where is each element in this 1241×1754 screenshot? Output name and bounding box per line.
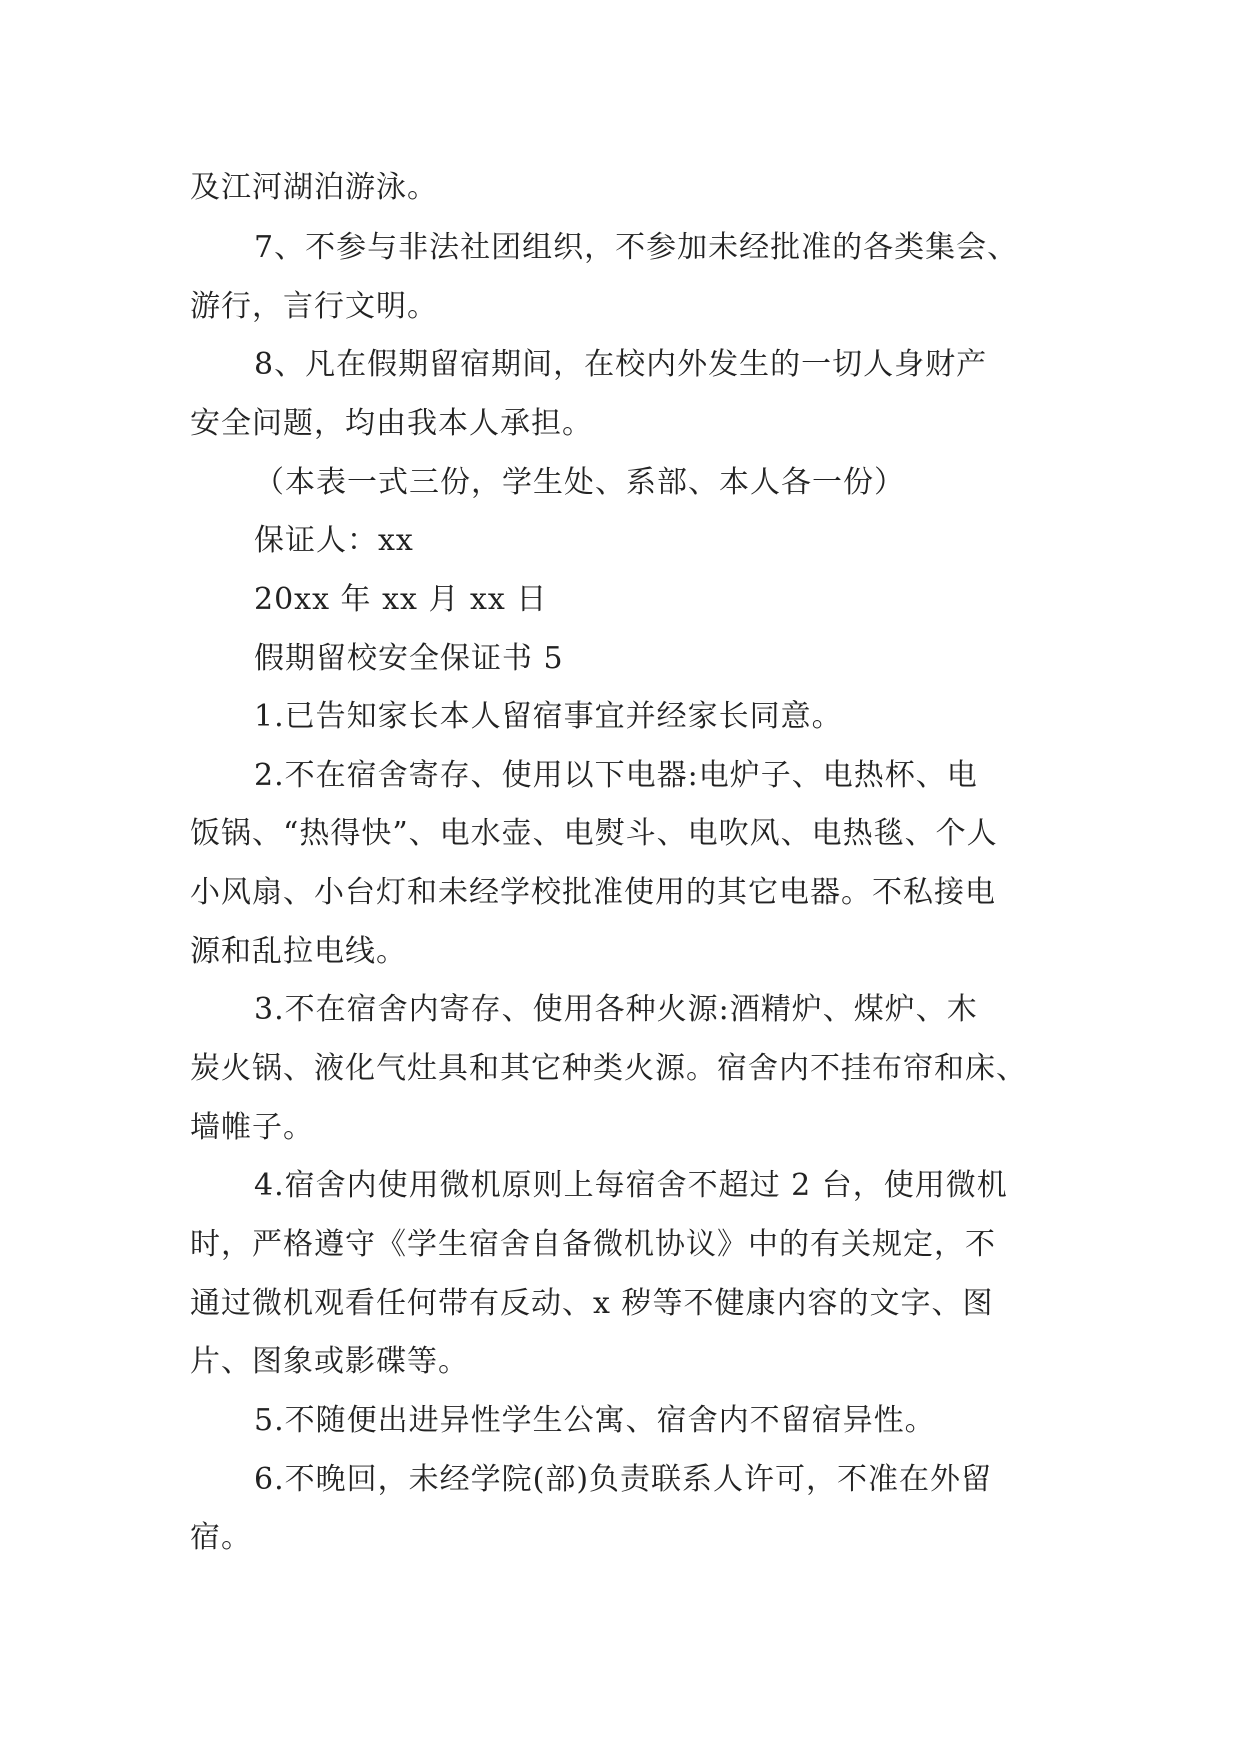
clause-8: 8、凡在假期留宿期间，在校内外发生的一切人身财产 bbox=[254, 347, 988, 382]
clause-5: 5.不随便出进异性学生公寓、宿舍内不留宿异性。 bbox=[254, 1403, 936, 1438]
text-line: 片、图象或影碟等。 bbox=[190, 1344, 469, 1379]
text-line: 炭火锅、液化气灶具和其它种类火源。宿舍内不挂布帘和床、 bbox=[190, 1051, 1027, 1086]
text-line: 及江河湖泊游泳。 bbox=[190, 170, 438, 205]
text-line: 饭锅、“热得快”、电水壶、电熨斗、电吹风、电热毯、个人 bbox=[190, 816, 998, 851]
clause-1: 1.已告知家长本人留宿事宜并经家长同意。 bbox=[254, 699, 843, 734]
clause-6: 6.不晚回，未经学院(部)负责联系人许可，不准在外留 bbox=[254, 1462, 993, 1497]
clause-7: 7、不参与非法社团组织，不参加未经批准的各类集会、 bbox=[254, 230, 1019, 265]
text-line: 宿。 bbox=[190, 1520, 252, 1555]
clause-2: 2.不在宿舍寄存、使用以下电器:电炉子、电热杯、电 bbox=[254, 758, 978, 793]
text-line: 墙帷子。 bbox=[190, 1110, 314, 1145]
text-line: 源和乱拉电线。 bbox=[190, 934, 407, 969]
date: 20xx 年 xx 月 xx 日 bbox=[254, 582, 548, 617]
text-line: 小风扇、小台灯和未经学校批准使用的其它电器。不私接电 bbox=[190, 875, 996, 910]
text-line: 游行，言行文明。 bbox=[190, 289, 438, 324]
guarantor: 保证人：xx bbox=[254, 523, 414, 558]
clause-4: 4.宿舍内使用微机原则上每宿舍不超过 2 台，使用微机 bbox=[254, 1168, 1008, 1203]
text-line: 时，严格遵守《学生宿舍自备微机协议》中的有关规定，不 bbox=[190, 1227, 996, 1262]
section-title: 假期留校安全保证书 5 bbox=[254, 641, 564, 676]
copies-note: （本表一式三份，学生处、系部、本人各一份） bbox=[254, 465, 905, 500]
text-line: 安全问题，均由我本人承担。 bbox=[190, 406, 593, 441]
text-line: 通过微机观看任何带有反动、x 秽等不健康内容的文字、图 bbox=[190, 1286, 994, 1321]
clause-3: 3.不在宿舍内寄存、使用各种火源:酒精炉、煤炉、木 bbox=[254, 992, 978, 1027]
